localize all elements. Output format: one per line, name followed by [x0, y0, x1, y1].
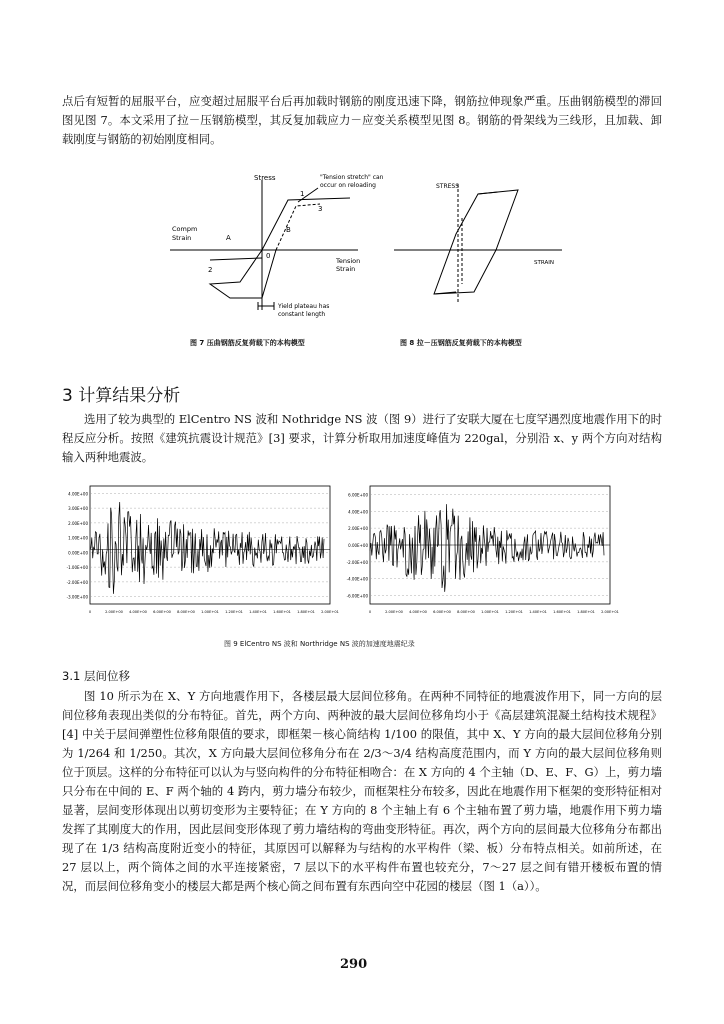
fig7-point-3: 3	[318, 205, 323, 213]
y-tick-label: 2.00E+00	[68, 520, 88, 526]
fig7-tension-line1: Tension	[336, 257, 361, 265]
fig7-point-2: 2	[208, 266, 213, 274]
x-tick-label: 6.00E+00	[153, 610, 171, 614]
fig8-hysteresis-loop	[434, 190, 518, 294]
fig9-northridge-chart	[340, 482, 620, 618]
x-tick-label: 2.00E+00	[105, 610, 123, 614]
x-tick-label: 6.00E+00	[433, 610, 451, 614]
y-tick-label: 2.00E+00	[348, 526, 368, 532]
x-tick-label: 8.00E+00	[177, 610, 195, 614]
y-tick-label: 0.00E+00	[348, 543, 368, 548]
y-tick-label: 1.00E+00	[68, 535, 88, 541]
y-tick-label: 0.00E+00	[68, 550, 88, 556]
fig7-stress-label: Stress	[254, 174, 276, 182]
x-tick-label: 2.00E+01	[321, 610, 339, 614]
fig8-caption: 图 8 拉－压钢筋反复荷载下的本构模型	[400, 339, 522, 347]
fig9-caption: 图 9 ElCentro NS 波和 Northridge NS 波的加速度地震纪录	[224, 640, 415, 648]
y-tick-label: 3.00E+00	[68, 506, 88, 512]
section-paragraph: 选用了较为典型的 ElCentro NS 波和 Nothridge NS 波（图 9）进行了安联大厦在七度罕遇烈度地震作用下的时程反应分析。按照《建筑抗震设计规范》[3] 要求，计算分析取用加速度峰值为 220gal，分别沿 x、y 两个方向对结构输入两种地震波。	[62, 412, 662, 464]
fig7-compr-line1: Compm	[172, 225, 198, 233]
y-tick-label: -4.00E+00	[346, 576, 368, 582]
x-tick-label: 1.20E+01	[225, 610, 243, 614]
fig7-plateau-line2: constant length	[278, 311, 326, 318]
x-tick-label: 1.80E+01	[297, 610, 315, 614]
fig8-stress-label: STRESS	[436, 183, 460, 190]
section-heading: 3 计算结果分析	[62, 386, 181, 406]
acceleration-series	[90, 502, 324, 594]
fig7-point-1: 1	[300, 190, 305, 198]
y-tick-label: -1.00E+00	[66, 565, 88, 571]
x-tick-label: 1.20E+01	[505, 610, 523, 614]
fig7-envelope-tension	[262, 198, 350, 250]
x-tick-label: 1.00E+01	[201, 610, 219, 614]
fig7-point-a: A	[226, 234, 231, 242]
x-tick-label: 2.00E+01	[601, 610, 619, 614]
fig7-point-b: B	[286, 226, 291, 234]
section-3-1-paragraph: 图 10 所示为在 X、Y 方向地震作用下，各楼层最大层间位移角。在两种不同特征的地震波作用下，同一方向的层间位移角表现出类似的分布特征。首先，两个方向、两种波的最大层间位移角均小于《高层建筑混凝土结构技术规程》[4] 中关于层间弹塑性位移角限值的要求，即框架－核心筒结构 1/100 的限值，其中 X、Y 方向的最大层间位移角分别为 1/264 和 1/250。其次，X 方向最大层间位移角分布在 2/3～3/4 结构高度范围内，而 Y 方向的最大层间位移角则位于顶层。这样的分布特征可以认为与竖向构件的分布特征相吻合：在 X 方向的 4 个主轴（D、E、F、G）上，剪力墙只分布在中间的 E、F 两个轴的 4 跨内，剪力墙分布较少，而框架柱分布较多，因此在地震作用下框架的变形特征相对显著，层间变形体现出以剪切变形为主要特征；在 Y 方向的 8 个主轴上有 6 个主轴布置了剪力墙，地震作用下剪力墙发挥了其刚度大的作用，因此层间变形体现了剪力墙结构的弯曲变形特征。再次，两个方向的层间最大位移角分布都出现了在 1/3 结构高度附近变小的特征，其原因可以解释为与结构的水平构件（梁、板）分布特点相关。如前所述，在 27 层以上，两个筒体之间的水平连接紧密，7 层以下的水平构件布置也较充分，7～27 层之间有错开楼板布置的情况，而层间位移角变小的楼层大都是两个核心筒之间布置有东西向空中花园的楼层（图 1（a））。	[62, 689, 662, 893]
x-tick-label: 2.00E+00	[385, 610, 403, 614]
figure-8	[394, 174, 564, 304]
fig7-caption: 图 7 压曲钢筋反复荷载下的本构模型	[190, 339, 305, 347]
x-tick-label: 1.00E+01	[481, 610, 499, 614]
y-tick-label: -2.00E+00	[66, 579, 88, 585]
x-tick-label: 1.80E+01	[577, 610, 595, 614]
fig7-note-line2: occur on reloading	[320, 182, 376, 189]
y-tick-label: 4.00E+00	[68, 491, 88, 497]
figure-7	[170, 170, 384, 318]
x-tick-label: 1.40E+01	[529, 610, 547, 614]
fig7-note-line1: "Tension stretch" can	[320, 174, 384, 181]
fig7-plateau-line1: Yield plateau has	[278, 303, 330, 310]
fig8-strain-label: STRAIN	[534, 260, 554, 266]
y-tick-label: -3.00E+00	[66, 594, 88, 600]
x-tick-label: 1.40E+01	[249, 610, 267, 614]
x-tick-label: 1.60E+01	[553, 610, 571, 614]
page-number: 290	[340, 957, 368, 972]
intro-paragraph: 点后有短暂的屈服平台，应变超过屈服平台后再加载时钢筋的刚度迅速下降，钢筋拉伸现象严重。压曲钢筋模型的滞回图见图 7。本文采用了拉－压钢筋模型，其反复加载应力－应变关系模型见图 8。钢筋的骨架线为三线形，且加载、卸载刚度与钢筋的初始刚度相同。	[62, 94, 662, 146]
y-tick-label: -6.00E+00	[346, 593, 368, 599]
x-tick-label: 0	[368, 610, 372, 614]
x-tick-label: 8.00E+00	[457, 610, 475, 614]
x-tick-label: 4.00E+00	[409, 610, 427, 614]
subsection-heading: 3.1 层间位移	[62, 669, 130, 683]
fig9-elcentro-chart	[60, 482, 340, 618]
fig7-tension-line2: Strain	[336, 265, 356, 273]
x-tick-label: 4.00E+00	[129, 610, 147, 614]
y-tick-label: 6.00E+00	[348, 492, 368, 498]
fig7-compr-line2: Strain	[172, 234, 192, 242]
x-tick-label: 0	[88, 610, 92, 614]
y-tick-label: -2.00E+00	[346, 559, 368, 565]
y-tick-label: 4.00E+00	[348, 509, 368, 515]
x-tick-label: 1.60E+01	[273, 610, 291, 614]
fig7-point-0: 0	[266, 252, 271, 260]
